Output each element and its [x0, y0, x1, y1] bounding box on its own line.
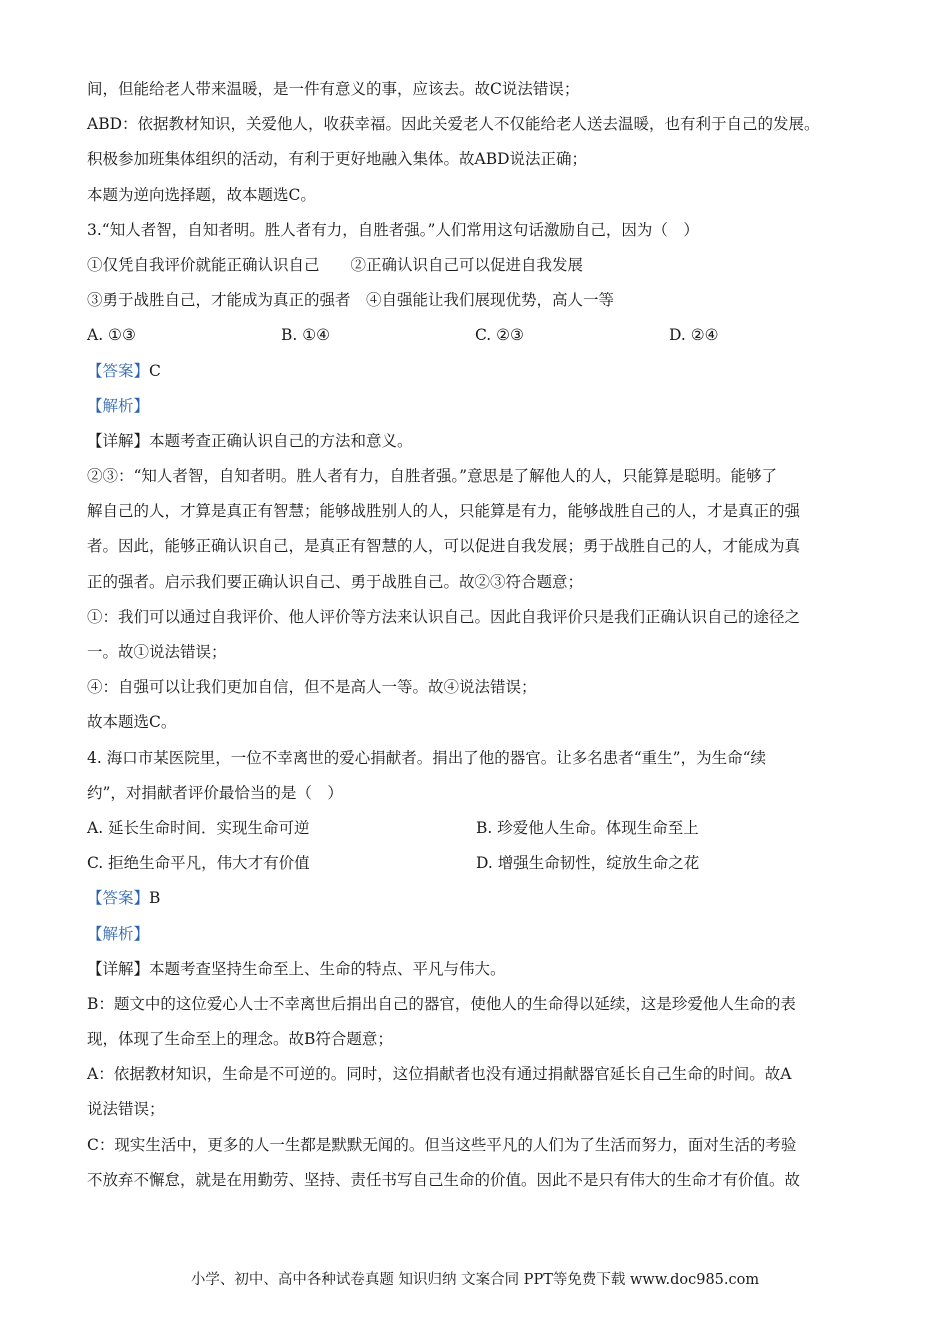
text-line: ABD：依据教材知识，关爱他人，收获幸福。因此关爱老人不仅能给老人送去温暖，也有利于自己的发展。 — [87, 115, 820, 134]
analysis-line — [87, 389, 877, 424]
question-4-options — [87, 811, 877, 846]
answer-tag: 【答案】 — [87, 361, 150, 380]
option-a: A. 延长生命时间．实现生命可逆 — [87, 818, 310, 837]
text-line: B：题文中的这位爱心人士不幸离世后捐出自己的器官，使他人的生命得以延续，这是珍爱他人生命的表 — [87, 994, 796, 1013]
answer-line — [87, 881, 877, 916]
option-c: C. ②③ — [475, 326, 524, 345]
option-d: D. 增强生命韧性，绽放生命之花 — [476, 854, 700, 873]
document-body — [87, 72, 877, 1198]
answer-tag: 【答案】 — [87, 889, 150, 908]
text-line: 【详解】本题考查坚持生命至上、生命的特点、平凡与伟大。 — [87, 959, 506, 978]
text-line: A：依据教材知识，生命是不可逆的。同时，这位捐献者也没有通过捐献器官延长自己生命的时间。故A — [87, 1065, 792, 1084]
text-line: 【详解】本题考查正确认识自己的方法和意义。 — [87, 431, 413, 450]
option-b: B. ①④ — [281, 326, 331, 345]
answer-value: C — [149, 361, 161, 380]
question-3-statement: ①仅凭自我评价就能正确认识自己 ②正确认识自己可以促进自我发展 — [87, 255, 584, 274]
text-line: 间，但能给老人带来温暖，是一件有意义的事，应该去。故C说法错误； — [87, 80, 580, 98]
text-line: ④：自强可以让我们更加自信，但不是高人一等。故④说法错误； — [87, 678, 537, 697]
analysis-tag: 【解析】 — [87, 396, 150, 415]
text-line: 本题为逆向选择题，故本题选C。 — [87, 185, 316, 204]
text-line: 故本题选C。 — [87, 713, 177, 732]
text-line: 现，体现了生命至上的理念。故B符合题意； — [87, 1030, 393, 1049]
text-line: 一。故①说法错误； — [87, 643, 227, 661]
question-4-options — [87, 846, 877, 881]
question-3-stem: 3.“知人者智，自知者明。胜人者有力，自胜者强。”人们常用这句话激励自己，因为（ ） — [87, 220, 699, 239]
text-line: 解自己的人，才算是真正有智慧；能够战胜别人的人，只能算是有力，能够战胜自己的人，才是真正的强 — [87, 502, 801, 521]
question-3-options — [87, 318, 877, 353]
analysis-line — [87, 917, 877, 952]
text-line: ②③：“知人者智，自知者明。胜人者有力，自胜者强。”意思是了解他人的人，只能算是聪明。能够了 — [87, 467, 778, 486]
text-line: 积极参加班集体组织的活动，有利于更好地融入集体。故ABD说法正确； — [87, 150, 588, 169]
option-d: D. ②④ — [669, 326, 719, 345]
text-line: C：现实生活中，更多的人一生都是默默无闻的。但当这些平凡的人们为了生活而努力，面对生活的考验 — [87, 1135, 797, 1154]
question-4-stem: 4. 海口市某医院里，一位不幸离世的爱心捐献者。捐出了他的器官。让多名患者“重生”，为生命“续 — [87, 748, 766, 767]
text-line: ①：我们可以通过自我评价、他人评价等方法来认识自己。因此自我评价只是我们正确认识自己的途径之 — [87, 607, 801, 626]
option-b: B. 珍爱他人生命。体现生命至上 — [476, 818, 699, 837]
option-c: C. 拒绝生命平凡，伟大才有价值 — [87, 854, 310, 873]
text-line: 不放弃不懈怠，就是在用勤劳、坚持、责任书写自己生命的价值。因此不是只有伟大的生命才有价值。故 — [87, 1170, 801, 1189]
analysis-tag: 【解析】 — [87, 924, 150, 943]
question-4-stem: 约”，对捐献者评价最恰当的是（ ） — [87, 783, 343, 802]
question-3-statement: ③勇于战胜自己，才能成为真正的强者 ④自强能让我们展现优势，高人一等 — [87, 291, 615, 310]
page-footer: 小学、初中、高中各种试卷真题 知识归纳 文案合同 PPT等免费下载 www.doc985.com — [190, 1272, 760, 1288]
answer-line — [87, 354, 877, 389]
option-a: A. ①③ — [87, 326, 136, 345]
text-line: 说法错误； — [87, 1100, 165, 1119]
text-line: 正的强者。启示我们要正确认识自己、勇于战胜自己。故②③符合题意； — [87, 572, 584, 591]
text-line: 者。因此，能够正确认识自己，是真正有智慧的人，可以促进自我发展；勇于战胜自己的人，才能成为真 — [87, 537, 801, 556]
answer-value: B — [149, 889, 161, 908]
